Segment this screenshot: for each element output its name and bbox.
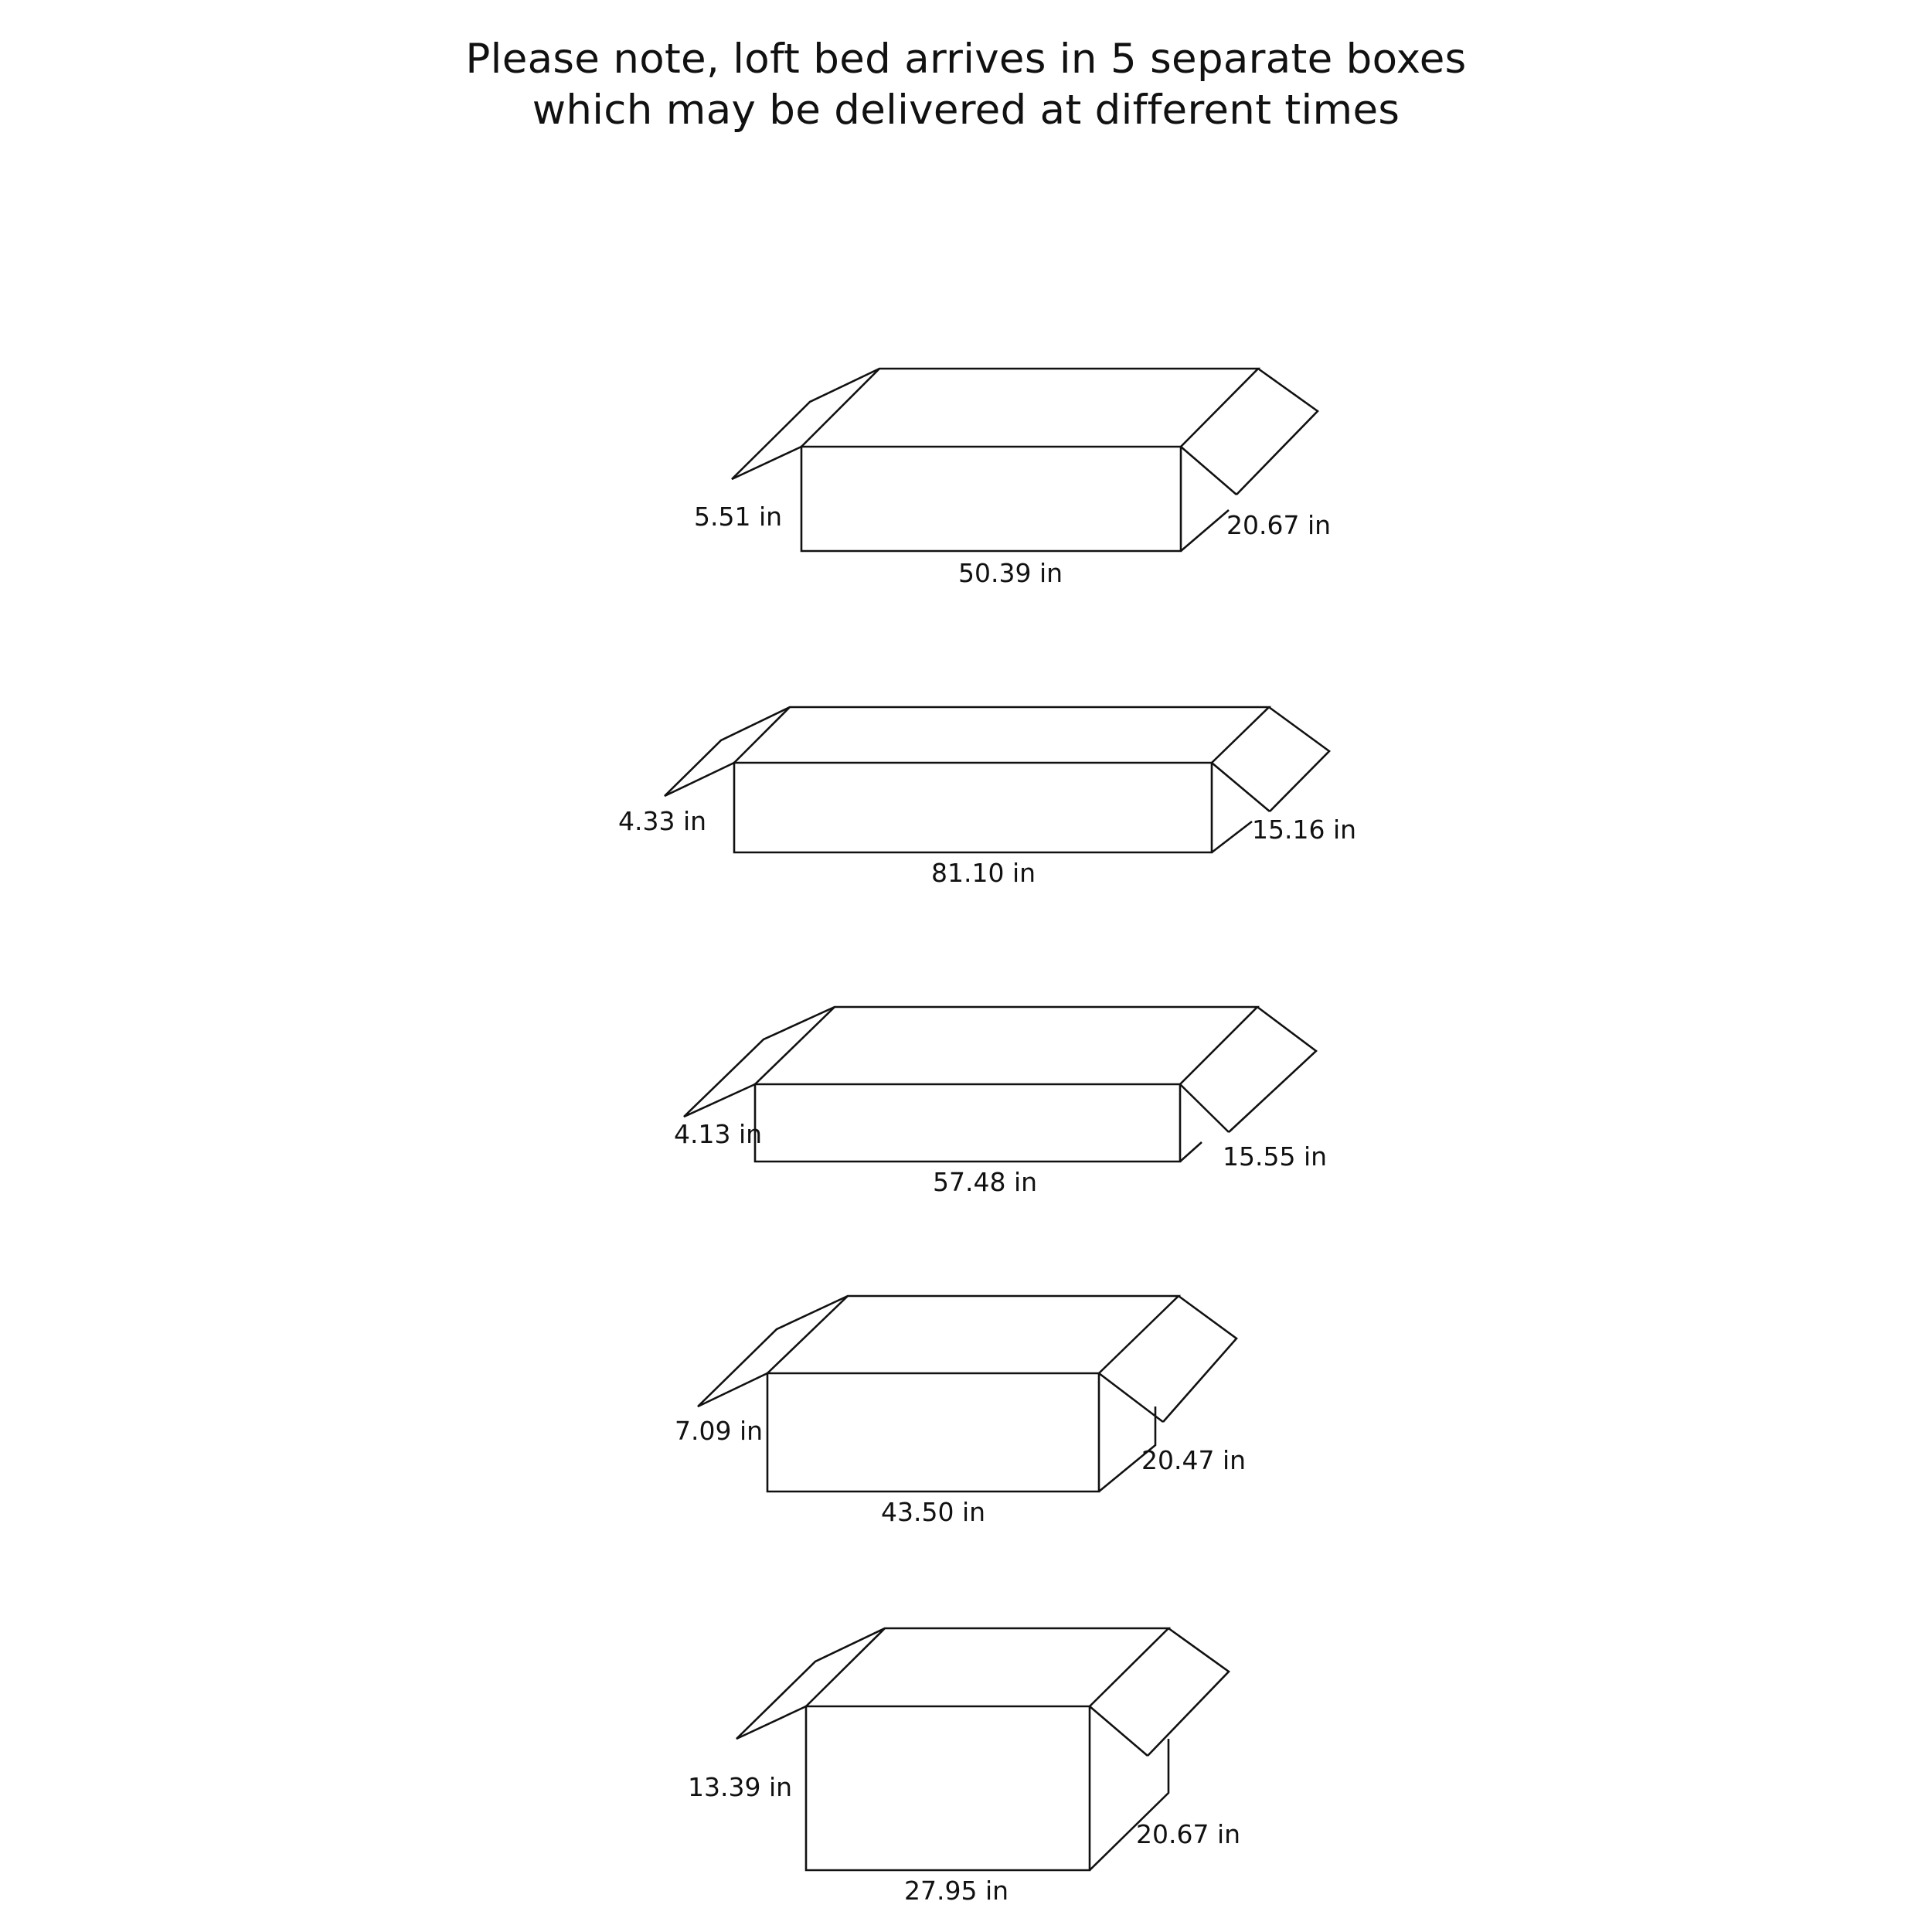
box-5-front-face bbox=[806, 1706, 1090, 1870]
box-2-height-label: 4.33 in bbox=[618, 806, 707, 836]
box-3-right-flap bbox=[1229, 1007, 1316, 1132]
box-1-front-face bbox=[801, 447, 1181, 551]
box-5-left-flap bbox=[736, 1628, 885, 1739]
box-5-depth-label: 20.67 in bbox=[1136, 1819, 1241, 1849]
box-3-icon bbox=[684, 1007, 1316, 1162]
box-5-height-label: 13.39 in bbox=[688, 1772, 793, 1802]
box-4-front-face bbox=[767, 1373, 1099, 1492]
box-4-left-flap bbox=[698, 1296, 848, 1406]
box-2-length-label: 81.10 in bbox=[931, 858, 1036, 888]
box-4-height-label: 7.09 in bbox=[675, 1416, 764, 1446]
box-2-depth-label: 15.16 in bbox=[1252, 815, 1357, 845]
box-1-height-label: 5.51 in bbox=[694, 502, 783, 532]
box-4-depth-label: 20.47 in bbox=[1141, 1445, 1247, 1475]
box-1-right-flap bbox=[1236, 369, 1318, 495]
box-4-length-label: 43.50 in bbox=[881, 1497, 986, 1527]
title-line-2: which may be delivered at different times bbox=[532, 87, 1400, 134]
box-3-top-face bbox=[755, 1007, 1257, 1084]
box-2-left-flap bbox=[665, 707, 790, 796]
box-1-left-flap bbox=[732, 369, 879, 479]
box-5-right-flap bbox=[1148, 1628, 1229, 1756]
box-3-left-flap bbox=[684, 1007, 835, 1117]
box-4-top-face bbox=[767, 1296, 1179, 1373]
title-line-1: Please note, loft bed arrives in 5 separate boxes bbox=[465, 36, 1467, 83]
box-3-side-face bbox=[1180, 1084, 1229, 1162]
box-2-right-flap bbox=[1269, 707, 1329, 811]
box-2-front-face bbox=[734, 763, 1212, 852]
box-4-right-flap bbox=[1163, 1296, 1236, 1422]
box-1-length-label: 50.39 in bbox=[958, 558, 1063, 588]
box-1-depth-label: 20.67 in bbox=[1226, 510, 1332, 540]
box-3-length-label: 57.48 in bbox=[933, 1167, 1038, 1197]
box-3-front-face bbox=[755, 1084, 1180, 1162]
box-3-depth-label: 15.55 in bbox=[1223, 1141, 1328, 1172]
box-3-height-label: 4.13 in bbox=[674, 1119, 763, 1149]
box-1-top-face bbox=[801, 369, 1258, 447]
box-2-top-face bbox=[734, 707, 1269, 763]
box-2-icon bbox=[665, 707, 1329, 852]
box-5-length-label: 27.95 in bbox=[904, 1876, 1009, 1906]
